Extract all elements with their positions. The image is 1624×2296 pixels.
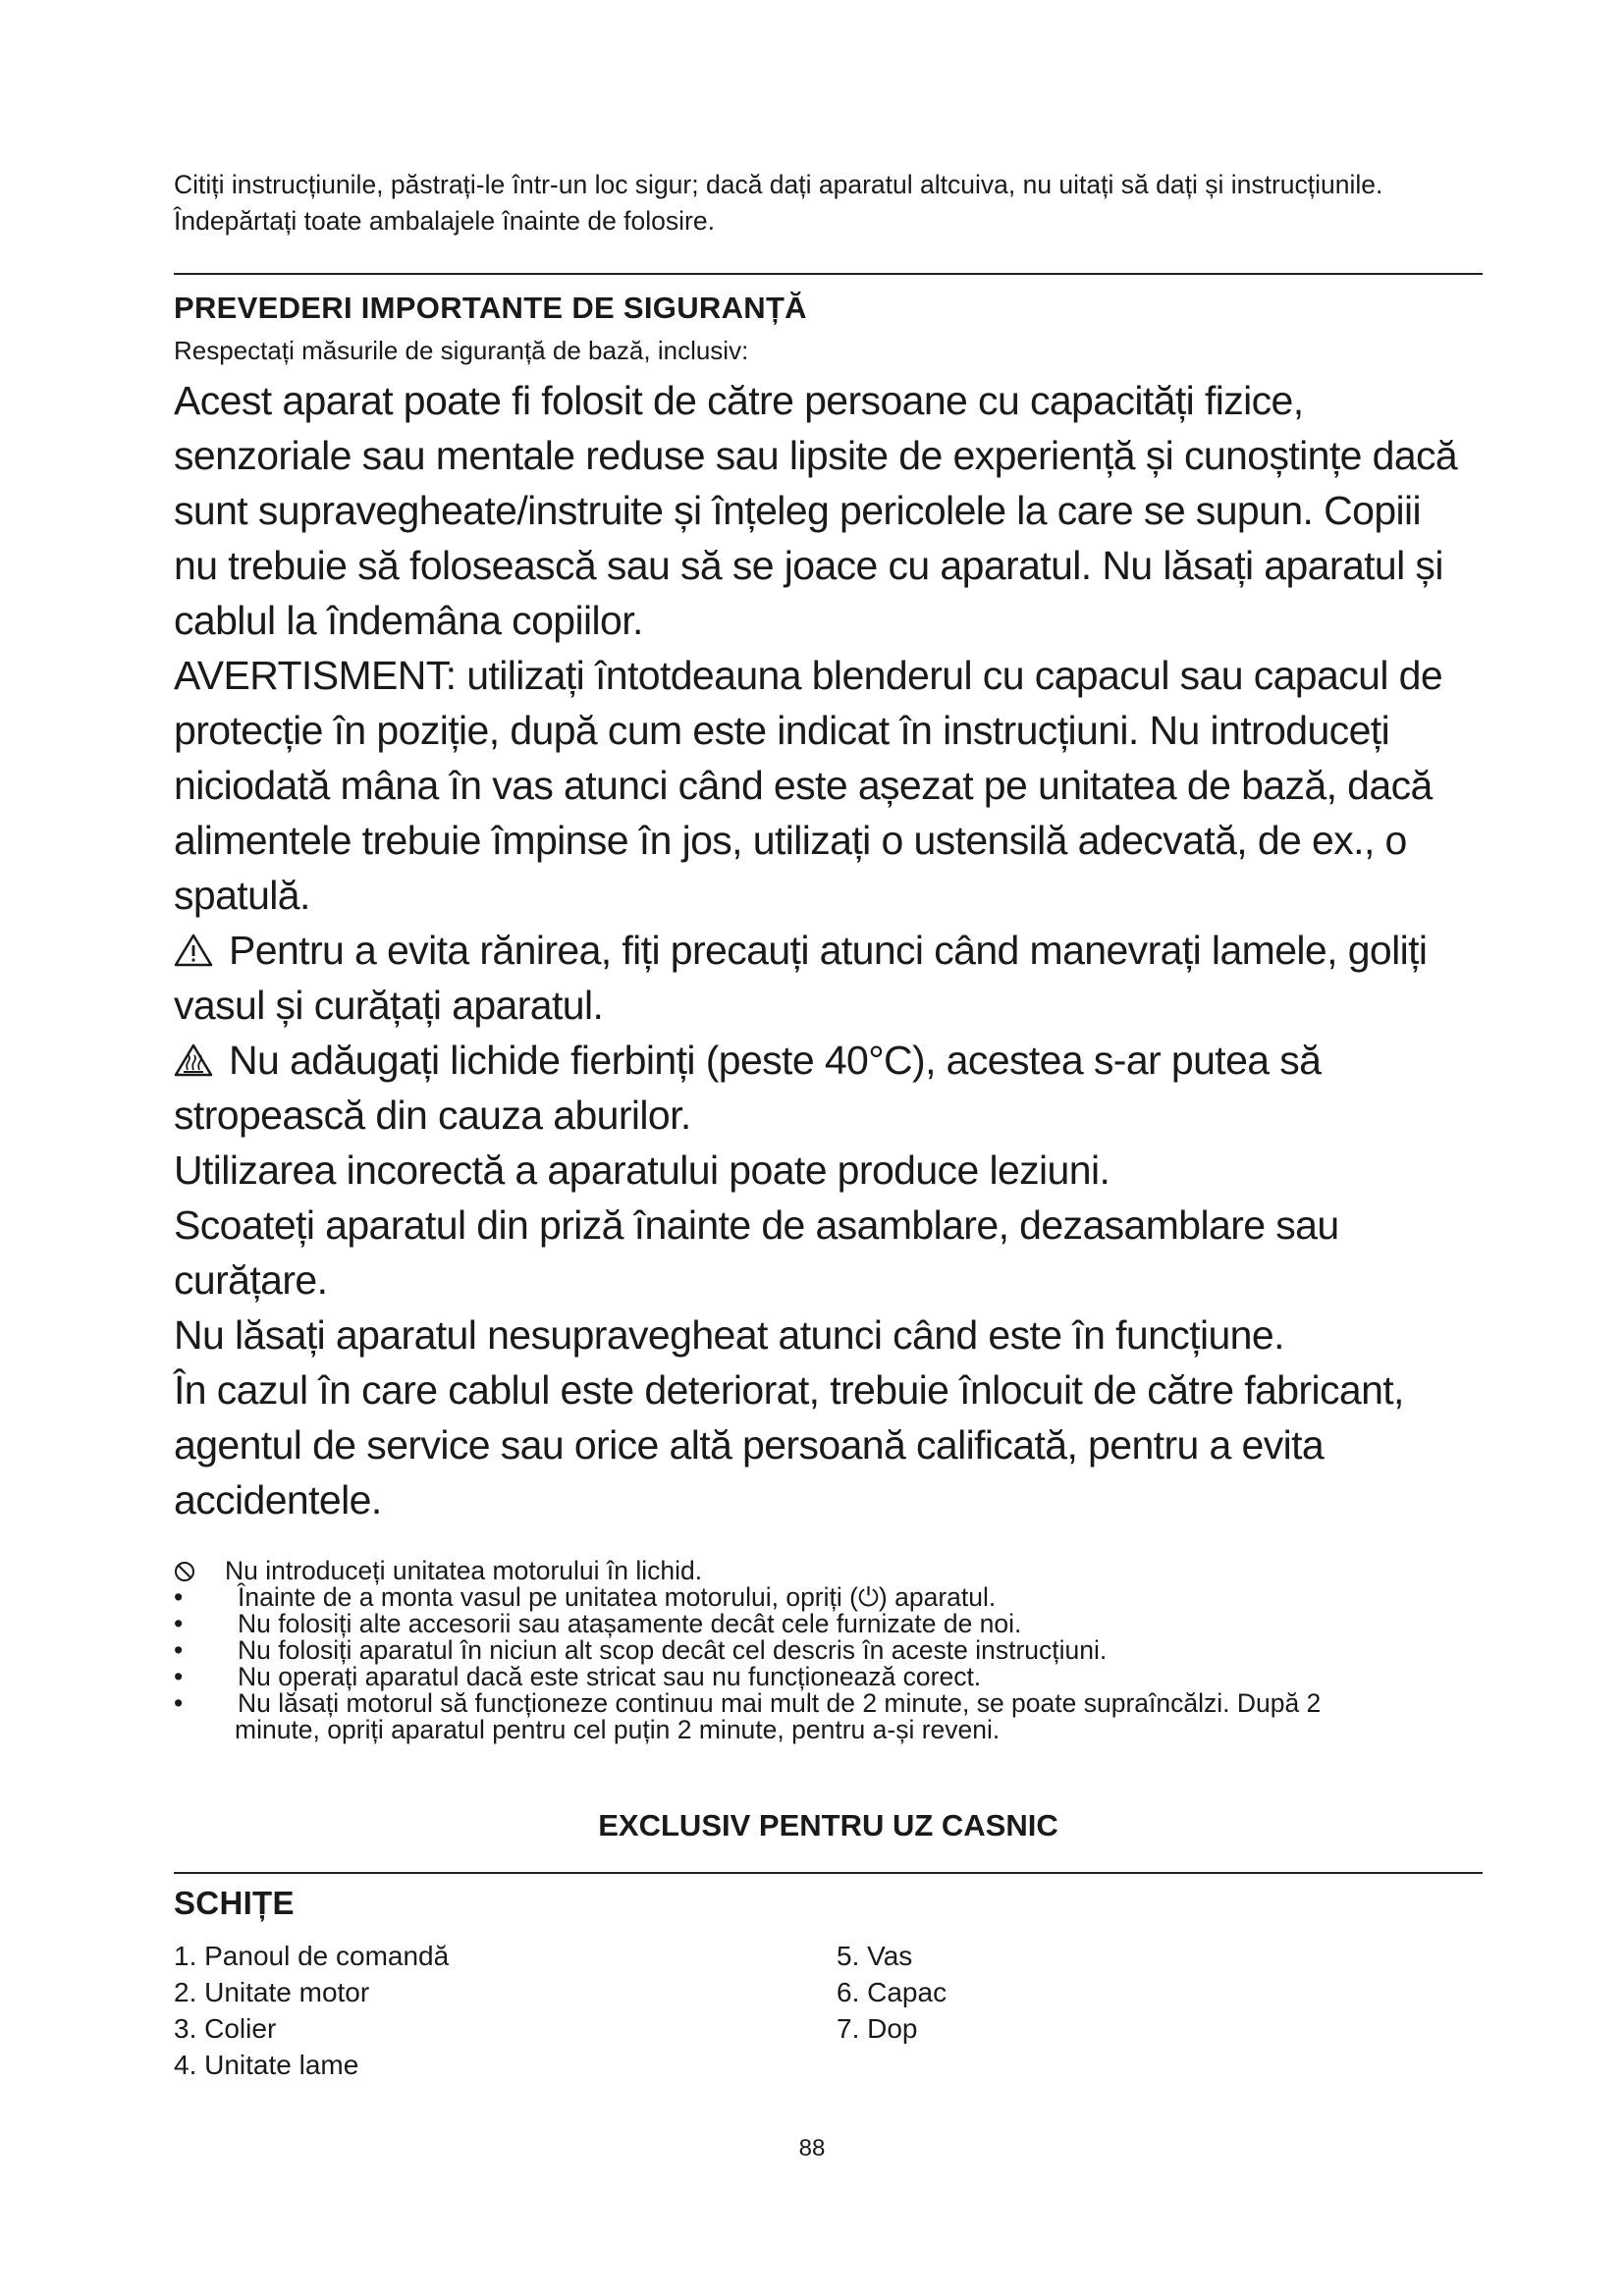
- warning-triangle-icon: [174, 933, 213, 968]
- safety-line: vasul și curățați aparatul.: [174, 983, 604, 1028]
- part-item: 1. Panoul de comandă: [174, 1941, 450, 1971]
- safety-line: spatulă.: [174, 873, 310, 918]
- safety-heading: PREVEDERI IMPORTANTE DE SIGURANȚĂ: [174, 291, 807, 325]
- intro-line: Îndepărtați toate ambalajele înainte de folosire.: [174, 206, 715, 236]
- list-item: [174, 1584, 1489, 1611]
- safety-line: senzoriale sau mentale reduse sau lipsite de experiență și cunoștințe dacă: [174, 433, 1458, 478]
- intro-line: Citiți instrucțiunile, păstrați-le într-un loc sigur; dacă dați aparatul altcuiva, nu uitați să dați și instrucțiunile.: [174, 170, 1383, 199]
- safety-line: AVERTISMENT: utilizați întotdeauna blenderul cu capacul sau capacul de: [174, 653, 1443, 698]
- list-item: [174, 1611, 1489, 1637]
- parts-list-left: [174, 1938, 449, 2083]
- divider: [174, 273, 1483, 275]
- safety-subtitle: Respectați măsurile de siguranță de bază, inclusiv:: [174, 336, 749, 365]
- safety-line: accidentele.: [174, 1477, 382, 1522]
- bullet: •: [174, 1582, 184, 1612]
- safety-line-warning: [174, 923, 1489, 978]
- list-item-text: minute, opriți aparatul pentru cel puțin 2 minute, pentru a-și reveni.: [235, 1715, 1001, 1744]
- part-item: 3. Colier: [174, 2013, 277, 2044]
- sketches-heading: SCHIȚE: [174, 1885, 295, 1921]
- safety-line: Scoateți aparatul din priză înainte de asamblare, dezasamblare sau: [174, 1202, 1339, 1248]
- safety-line-text: Nu adăugați lichide fierbinți (peste 40°C), acestea s-ar putea să: [229, 1038, 1322, 1083]
- bullet: •: [174, 1662, 184, 1691]
- part-item: 2. Unitate motor: [174, 1977, 370, 2007]
- bullet: •: [174, 1688, 184, 1718]
- divider: [174, 1872, 1483, 1874]
- list-item-text: Nu lăsați motorul să funcționeze continuu mai mult de 2 minute, se poate supraîncălzi. După 2: [238, 1688, 1322, 1718]
- intro-text: [174, 167, 1489, 240]
- part-item: 4. Unitate lame: [174, 2050, 359, 2080]
- page-number: 88: [798, 2135, 826, 2162]
- safety-line-hot: [174, 1033, 1489, 1088]
- safety-line: sunt supravegheate/instruite și înțeleg pericolele la care se supun. Copiii: [174, 488, 1422, 533]
- list-item: [174, 1558, 1489, 1584]
- list-item-continuation: [174, 1717, 1489, 1743]
- bullet: •: [174, 1635, 184, 1665]
- household-only-notice: EXCLUSIV PENTRU UZ CASNIC: [598, 1808, 1058, 1842]
- safety-line: curățare.: [174, 1257, 328, 1303]
- safety-line: agentul de service sau orice altă persoană calificată, pentru a evita: [174, 1422, 1325, 1468]
- list-item-text: Nu folosiți alte accesorii sau atașamente decât cele furnizate de noi.: [238, 1609, 1022, 1638]
- safety-line: niciodată mâna în vas atunci când este așezat pe unitatea de bază, dacă: [174, 763, 1433, 808]
- safety-body: [174, 373, 1489, 1527]
- parts-list-right: [837, 1938, 947, 2047]
- safety-line: Acest aparat poate fi folosit de către persoane cu capacități fizice,: [174, 378, 1304, 423]
- list-item-text: Nu introduceți unitatea motorului în lichid.: [225, 1556, 703, 1585]
- list-item: [174, 1664, 1489, 1690]
- safety-small-list: [174, 1558, 1489, 1743]
- part-item: 7. Dop: [837, 2013, 918, 2044]
- no-immersion-icon: [174, 1561, 195, 1582]
- safety-line: nu trebuie să folosească sau să se joace cu aparatul. Nu lăsați aparatul și: [174, 543, 1443, 588]
- safety-line: Nu lăsați aparatul nesupravegheat atunci când este în funcțiune.: [174, 1312, 1284, 1358]
- safety-line: cablul la îndemâna copiilor.: [174, 598, 643, 643]
- list-item-text: Nu folosiți aparatul în niciun alt scop decât cel descris în aceste instrucțiuni.: [238, 1635, 1108, 1665]
- safety-line: protecție în poziție, după cum este indicat în instrucțiuni. Nu introduceți: [174, 708, 1390, 753]
- hot-surface-icon: [174, 1042, 213, 1078]
- part-item: 6. Capac: [837, 1977, 947, 2007]
- safety-line: stropească din cauza aburilor.: [174, 1093, 691, 1138]
- part-item: 5. Vas: [837, 1941, 913, 1971]
- list-item: [174, 1690, 1489, 1717]
- safety-line: alimentele trebuie împinse în jos, utilizați o ustensilă adecvată, de ex., o: [174, 818, 1407, 863]
- safety-line: Utilizarea incorectă a aparatului poate produce leziuni.: [174, 1148, 1110, 1193]
- safety-line-text: Pentru a evita rănirea, fiți precauți atunci când manevrați lamele, goliți: [229, 928, 1428, 973]
- list-item: [174, 1637, 1489, 1664]
- safety-line: În cazul în care cablul este deteriorat, trebuie înlocuit de către fabricant,: [174, 1367, 1404, 1413]
- list-item-text: Înainte de a monta vasul pe unitatea motorului, opriți (⏻) aparatul.: [238, 1582, 997, 1612]
- list-item-text: Nu operați aparatul dacă este stricat sau nu funcționează corect.: [238, 1662, 982, 1691]
- bullet: •: [174, 1609, 184, 1638]
